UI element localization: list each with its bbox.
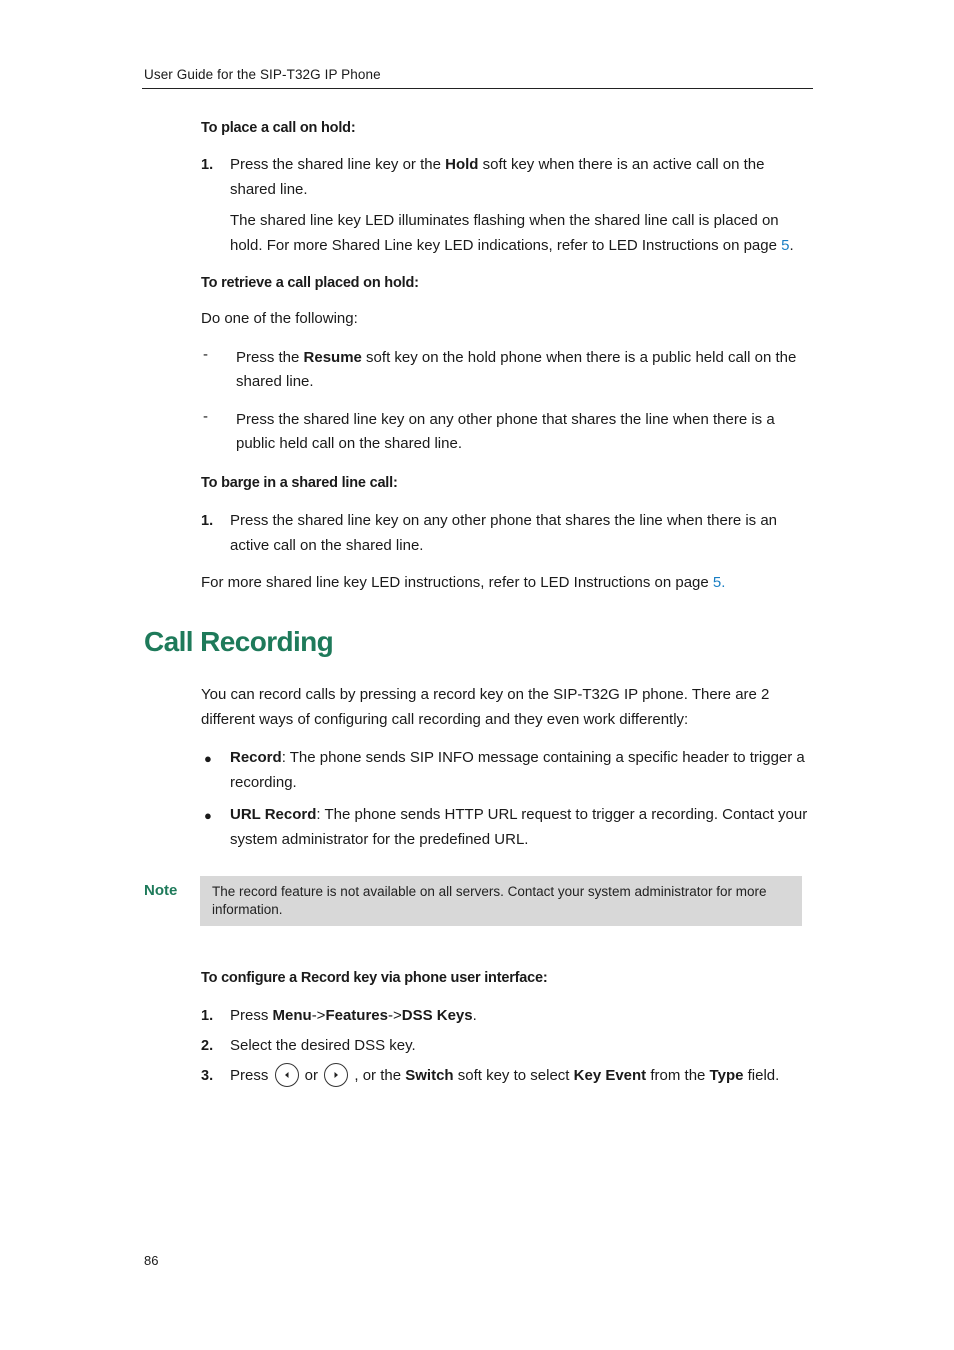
hold-key: Hold <box>445 156 479 173</box>
hold-heading: To place a call on hold: <box>201 120 356 136</box>
page-number: 86 <box>144 1253 159 1268</box>
resume-key: Resume <box>303 349 362 366</box>
led-instructions-link[interactable]: 5. <box>712 574 726 591</box>
recording-intro: You can record calls by pressing a record key on the SIP-T32G IP phone. There are 2 different ways of configuring call recording and they even work differently: <box>201 686 770 728</box>
hold-step-text: Press the shared line key or the Hold soft key when there is an active call on the shared line. <box>230 156 765 198</box>
barge-heading: To barge in a shared line call: <box>201 475 398 491</box>
note-label: Note <box>144 882 178 899</box>
bullet-icon: ● <box>204 808 212 823</box>
left-arrow-button-icon <box>275 1063 299 1087</box>
barge-step-text: Press the shared line key on any other phone that shares the line when there is an active call on the shared line. <box>230 512 778 554</box>
configure-step-1-number: 1. <box>201 1008 214 1024</box>
configure-step-2: Select the desired DSS key. <box>230 1037 416 1054</box>
dash-marker: - <box>203 408 208 425</box>
switch-key: Switch <box>405 1067 454 1084</box>
dash-marker: - <box>203 346 208 363</box>
configure-step-1: Press Menu->Features->DSS Keys. <box>230 1007 477 1024</box>
barge-footer: For more shared line key LED instructions, refer to LED Instructions on page 5. <box>201 574 726 591</box>
header-rule <box>142 88 813 89</box>
type-field: Type <box>709 1067 744 1084</box>
retrieve-item-2: Press the shared line key on any other phone that shares the line when there is a public held call on the shared line. <box>236 411 775 452</box>
record-bullet: Record: The phone sends SIP INFO message containing a specific header to trigger a recording. <box>230 749 805 791</box>
url-record-bullet: URL Record: The phone sends HTTP URL request to trigger a recording. Contact your system administrator for the predefined URL. <box>230 806 808 848</box>
page-header: User Guide for the SIP-T32G IP Phone <box>144 67 381 82</box>
barge-step-number: 1. <box>201 513 214 529</box>
led-instructions-link[interactable]: 5 <box>781 237 790 254</box>
retrieve-intro: Do one of the following: <box>201 310 358 327</box>
hold-step-number: 1. <box>201 157 214 173</box>
section-title: Call Recording <box>144 626 334 657</box>
configure-heading: To configure a Record key via phone user interface: <box>201 970 548 986</box>
menu-key: Menu <box>272 1007 312 1024</box>
configure-step-2-number: 2. <box>201 1038 214 1054</box>
retrieve-item-1: Press the Resume soft key on the hold phone when there is a public held call on the shared line. <box>236 349 797 390</box>
features-key: Features <box>325 1007 388 1024</box>
bullet-icon: ● <box>204 751 212 766</box>
right-arrow-button-icon <box>324 1063 348 1087</box>
retrieve-heading: To retrieve a call placed on hold: <box>201 275 419 291</box>
note-box: The record feature is not available on all servers. Contact your system administrator for more information. <box>200 876 802 926</box>
key-event-option: Key Event <box>573 1067 647 1084</box>
record-key: Record <box>230 749 282 766</box>
dss-keys-key: DSS Keys <box>401 1007 473 1024</box>
configure-step-3: Press or , or the Switch soft key to select Key Event from the Type field. <box>230 1063 813 1088</box>
hold-step-note: The shared line key LED illuminates flashing when the shared line call is placed on hold. For more Shared Line key LED indications, refer to LED Instructions on page 5. <box>230 212 794 254</box>
url-record-key: URL Record <box>230 806 317 823</box>
configure-step-3-number: 3. <box>201 1068 214 1084</box>
